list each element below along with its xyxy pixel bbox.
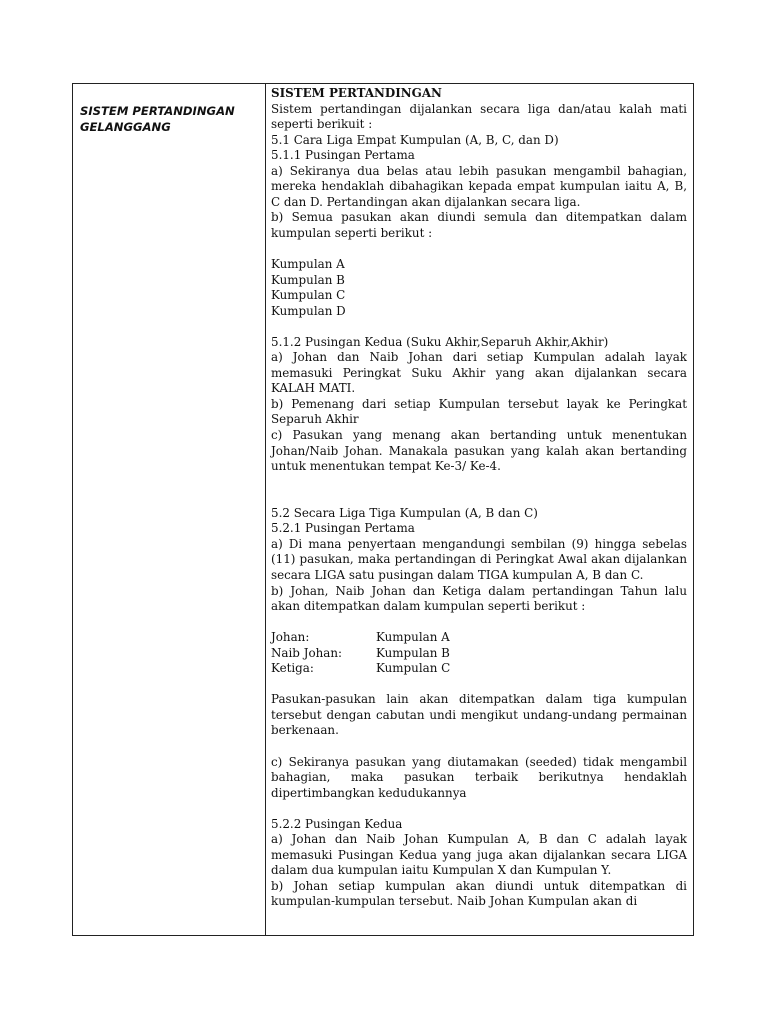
section-5-2-1-item-a: a) Di mana penyertaan mengandungi sembilan (9) hingga sebelas (11) pasukan, maka pertandingan di Peringkat Awal akan dijalankan secara LIGA satu pusingan dalam TIGA kumpulan A, B dan C. — [271, 536, 687, 582]
section-5-1-2-item-a: a) Johan dan Naib Johan dari setiap Kumpulan adalah layak memasuki Peringkat Suku Akhir yang akan dijalankan secara KALAH MATI. — [271, 350, 687, 396]
section-5-2-1-item-c: c) Sekiranya pasukan yang diutamakan (seeded) tidak mengambil bahagian, maka pasukan terbaik berikutnya hendaklah dipertimbangkan kedudukannya — [271, 754, 687, 800]
section-5-1-1-title: 5.1.1 Pusingan Pertama — [271, 148, 415, 163]
section-5-1-title: 5.1 Cara Liga Empat Kumpulan (A, B, C, dan D) — [271, 132, 559, 147]
right-cell — [271, 86, 687, 910]
document-table — [72, 83, 694, 936]
placement-label: Naib Johan: — [271, 645, 343, 660]
section-5-2-2-item-b: b) Johan setiap kumpulan akan diundi untuk ditempatkan di kumpulan-kumpulan tersebut. Naib Johan Kumpulan akan di — [271, 878, 687, 909]
placement-row — [271, 646, 687, 662]
section-5-2-title: 5.2 Secara Liga Tiga Kumpulan (A, B dan C) — [271, 505, 538, 520]
intro-paragraph: Sistem pertandingan dijalankan secara liga dan/atau kalah mati seperti berikuit : — [271, 101, 687, 132]
section-title — [80, 104, 260, 135]
section-5-1-2-title: 5.1.2 Pusingan Kedua (Suku Akhir,Separuh Akhir,Akhir) — [271, 334, 609, 349]
placement-row — [271, 630, 687, 646]
group-list-item: Kumpulan C — [271, 288, 346, 303]
section-5-2-1-other-teams: Pasukan-pasukan lain akan ditempatkan dalam tiga kumpulan tersebut dengan cabutan undi mengikut undang-undang permainan berkenaan. — [271, 692, 687, 738]
spacer — [271, 739, 687, 755]
placement-row — [271, 661, 687, 677]
group-list-item: Kumpulan B — [271, 272, 345, 287]
spacer — [271, 475, 687, 506]
group-list-item: Kumpulan D — [271, 303, 346, 318]
content-heading: SISTEM PERTANDINGAN — [271, 86, 442, 100]
left-cell — [73, 84, 266, 935]
section-5-1-2-item-c: c) Pasukan yang menang akan bertanding untuk menentukan Johan/Naib Johan. Manakala pasukan yang kalah akan bertanding untuk menentukan tempat Ke-3/ Ke-4. — [271, 428, 687, 474]
section-5-2-1-title: 5.2.1 Pusingan Pertama — [271, 521, 415, 536]
spacer — [271, 677, 687, 693]
section-5-1-1-item-b: b) Semua pasukan akan diundi semula dan ditempatkan dalam kumpulan seperti berikut : — [271, 210, 687, 240]
placement-group: Kumpulan C — [376, 661, 451, 676]
group-list-item: Kumpulan A — [271, 257, 345, 272]
placement-label: Johan: — [271, 630, 310, 645]
section-title-line1: SISTEM PERTANDINGAN — [80, 104, 235, 118]
section-5-1-1-item-a: a) Sekiranya dua belas atau lebih pasukan mengambil bahagian, mereka hendaklah dibahagikan kepada empat kumpulan iaitu A, B, C dan D. Pertandingan akan dijalankan secara liga. — [271, 163, 687, 209]
section-5-2-2-title: 5.2.2 Pusingan Kedua — [271, 816, 403, 831]
section-5-1-2-item-b: b) Pemenang dari setiap Kumpulan tersebut layak ke Peringkat Separuh Akhir — [271, 396, 687, 427]
section-5-2-1-item-b: b) Johan, Naib Johan dan Ketiga dalam pertandingan Tahun lalu akan ditempatkan dalam kumpulan seperti berikut : — [271, 583, 687, 614]
placement-label: Ketiga: — [271, 661, 314, 676]
spacer — [271, 801, 687, 817]
section-title-line2: GELANGGANG — [80, 119, 171, 134]
placement-group: Kumpulan A — [376, 630, 450, 645]
section-5-2-2-item-a: a) Johan dan Naib Johan Kumpulan A, B dan C adalah layak memasuki Pusingan Kedua yang juga akan dijalankan secara LIGA dalam dua kumpulan iaitu Kumpulan X dan Kumpulan Y. — [271, 832, 687, 878]
spacer — [271, 319, 687, 335]
spacer — [271, 241, 687, 257]
spacer — [271, 615, 687, 631]
placement-group: Kumpulan B — [376, 645, 450, 660]
